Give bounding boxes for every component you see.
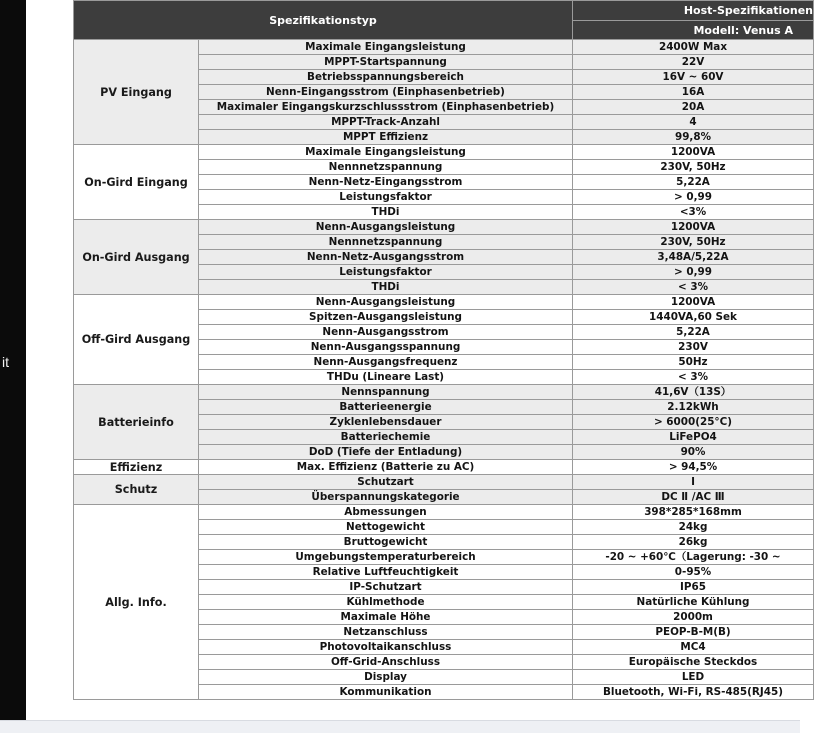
spec-param: Bruttogewicht — [199, 535, 573, 550]
group-label: On-Gird Eingang — [74, 145, 199, 220]
spec-param: Batteriechemie — [199, 430, 573, 445]
spec-param: Nenn-Eingangsstrom (Einphasenbetrieb) — [199, 85, 573, 100]
spec-value: Bluetooth, Wi-Fi, RS-485(RJ45) — [573, 685, 814, 700]
spec-value: 3,48A/5,22A — [573, 250, 814, 265]
spec-value: Europäische Steckdos — [573, 655, 814, 670]
spec-value: 24kg — [573, 520, 814, 535]
group-label: PV Eingang — [74, 40, 199, 145]
spec-param: Nenn-Ausgangsspannung — [199, 340, 573, 355]
spec-table-body — [74, 40, 814, 700]
spec-param: Abmessungen — [199, 505, 573, 520]
spec-value: DC Ⅱ /AC Ⅲ — [573, 490, 814, 505]
spec-value: 1200VA — [573, 295, 814, 310]
spec-param: Nenn-Netz-Eingangsstrom — [199, 175, 573, 190]
spec-param: Kühlmethode — [199, 595, 573, 610]
spec-param: Max. Effizienz (Batterie zu AC) — [199, 460, 573, 475]
spec-value: 90% — [573, 445, 814, 460]
spec-param: IP-Schutzart — [199, 580, 573, 595]
spec-value: < 3% — [573, 280, 814, 295]
spec-value: 230V, 50Hz — [573, 235, 814, 250]
spec-param: MPPT-Startspannung — [199, 55, 573, 70]
spec-row — [74, 460, 814, 475]
spec-value: MC4 — [573, 640, 814, 655]
spec-value: 2.12kWh — [573, 400, 814, 415]
spec-param: Nennspannung — [199, 385, 573, 400]
spec-value: 99,8% — [573, 130, 814, 145]
header-model-label: Modell: Venus A — [573, 21, 814, 40]
spec-value: Natürliche Kühlung — [573, 595, 814, 610]
spec-row — [74, 505, 814, 520]
left-panel-text: it — [2, 354, 9, 370]
group-label: On-Gird Ausgang — [74, 220, 199, 295]
spec-param: Leistungsfaktor — [199, 265, 573, 280]
left-panel — [0, 0, 26, 720]
bottom-strip — [0, 720, 800, 733]
spec-value: -20 ~ +60℃（Lagerung: -30 ~ — [573, 550, 814, 565]
spec-param: Zyklenlebensdauer — [199, 415, 573, 430]
spec-param: Maximaler Eingangskurzschlussstrom (Einphasenbetrieb) — [199, 100, 573, 115]
spec-table-header — [74, 1, 814, 40]
spec-param: Spitzen-Ausgangsleistung — [199, 310, 573, 325]
spec-param: MPPT Effizienz — [199, 130, 573, 145]
spec-value: 16V ~ 60V — [573, 70, 814, 85]
spec-value: PEOP-B-M(B) — [573, 625, 814, 640]
spec-param: Maximale Eingangsleistung — [199, 145, 573, 160]
spec-row — [74, 385, 814, 400]
spec-value: 41,6V（13S） — [573, 385, 814, 400]
spec-row — [74, 145, 814, 160]
spec-value: LED — [573, 670, 814, 685]
spec-param: Nenn-Ausgangsstrom — [199, 325, 573, 340]
spec-value: 20A — [573, 100, 814, 115]
spec-param: Leistungsfaktor — [199, 190, 573, 205]
spec-value: 0-95% — [573, 565, 814, 580]
header-type-label: Spezifikationstyp — [74, 1, 573, 40]
spec-row — [74, 220, 814, 235]
group-label: Effizienz — [74, 460, 199, 475]
spec-value: LiFePO4 — [573, 430, 814, 445]
spec-param: Nettogewicht — [199, 520, 573, 535]
spec-param: Nenn-Ausgangsleistung — [199, 220, 573, 235]
spec-param: Nenn-Netz-Ausgangsstrom — [199, 250, 573, 265]
spec-param: Netzanschluss — [199, 625, 573, 640]
spec-param: Umgebungstemperaturbereich — [199, 550, 573, 565]
spec-param: Kommunikation — [199, 685, 573, 700]
spec-param: Nennnetzspannung — [199, 160, 573, 175]
spec-param: Nennnetzspannung — [199, 235, 573, 250]
spec-value: <3% — [573, 205, 814, 220]
spec-value: 16A — [573, 85, 814, 100]
group-label: Allg. Info. — [74, 505, 199, 700]
spec-value: I — [573, 475, 814, 490]
spec-param: Off-Grid-Anschluss — [199, 655, 573, 670]
spec-value: 50Hz — [573, 355, 814, 370]
spec-value: 1440VA,60 Sek — [573, 310, 814, 325]
spec-param: THDi — [199, 280, 573, 295]
spec-value: 2000m — [573, 610, 814, 625]
group-label: Batterieinfo — [74, 385, 199, 460]
spec-param: Maximale Eingangsleistung — [199, 40, 573, 55]
spec-param: Nenn-Ausgangsfrequenz — [199, 355, 573, 370]
header-host-label: Host-Spezifikationen — [573, 1, 814, 21]
spec-param: Schutzart — [199, 475, 573, 490]
spec-value: 5,22A — [573, 325, 814, 340]
spec-value: > 0,99 — [573, 190, 814, 205]
spec-param: Photovoltaikanschluss — [199, 640, 573, 655]
spec-param: Betriebsspannungsbereich — [199, 70, 573, 85]
spec-value: > 6000(25°C) — [573, 415, 814, 430]
group-label: Off-Gird Ausgang — [74, 295, 199, 385]
spec-value: 1200VA — [573, 220, 814, 235]
spec-param: DoD (Tiefe der Entladung) — [199, 445, 573, 460]
spec-value: 22V — [573, 55, 814, 70]
spec-value: 398*285*168mm — [573, 505, 814, 520]
spec-param: THDi — [199, 205, 573, 220]
spec-param: Nenn-Ausgangsleistung — [199, 295, 573, 310]
spec-param: Überspannungskategorie — [199, 490, 573, 505]
spec-value: 230V — [573, 340, 814, 355]
spec-table-container — [73, 0, 813, 700]
spec-value: IP65 — [573, 580, 814, 595]
spec-param: Batterieenergie — [199, 400, 573, 415]
spec-value: < 3% — [573, 370, 814, 385]
spec-param: Relative Luftfeuchtigkeit — [199, 565, 573, 580]
spec-value: > 0,99 — [573, 265, 814, 280]
spec-table — [73, 0, 814, 700]
group-label: Schutz — [74, 475, 199, 505]
spec-row — [74, 475, 814, 490]
spec-value: 5,22A — [573, 175, 814, 190]
spec-param: THDu (Lineare Last) — [199, 370, 573, 385]
spec-param: Display — [199, 670, 573, 685]
spec-value: 4 — [573, 115, 814, 130]
spec-value: > 94,5% — [573, 460, 814, 475]
spec-value: 1200VA — [573, 145, 814, 160]
spec-row — [74, 295, 814, 310]
spec-value: 230V, 50Hz — [573, 160, 814, 175]
spec-param: MPPT-Track-Anzahl — [199, 115, 573, 130]
spec-param: Maximale Höhe — [199, 610, 573, 625]
spec-row — [74, 40, 814, 55]
spec-value: 2400W Max — [573, 40, 814, 55]
spec-value: 26kg — [573, 535, 814, 550]
